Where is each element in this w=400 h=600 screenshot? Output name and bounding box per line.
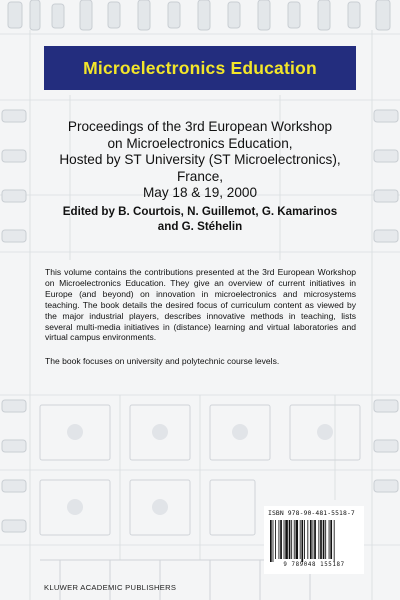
barcode-icon bbox=[269, 520, 359, 562]
editors-credit bbox=[40, 204, 360, 234]
isbn-number: ISBN 978-90-481-5518-7 bbox=[268, 509, 355, 517]
publisher-name: KLUWER ACADEMIC PUBLISHERS bbox=[44, 583, 177, 592]
proceedings-line: Proceedings of the 3rd European Workshop bbox=[67, 119, 333, 134]
proceedings-line: Hosted by ST University (ST Microelectronics), France, bbox=[59, 152, 341, 184]
proceedings-line: on Microelectronics Education, bbox=[107, 135, 293, 151]
editors-line: Edited by B. Courtois, N. Guillemot, G. Kamarinos bbox=[62, 205, 338, 218]
isbn-barcode-box bbox=[264, 506, 364, 574]
book-focus-paragraph: The book focuses on university and polytechnic course levels. bbox=[45, 356, 280, 366]
title-banner bbox=[44, 46, 356, 90]
editors-line: and G. Stéhelin bbox=[157, 220, 243, 233]
proceedings-line: May 18 & 19, 2000 bbox=[142, 185, 258, 200]
book-summary-paragraph: This volume contains the contributions presented at the 3rd European Workshop on Microelectronics Education. They give an overview of current initiatives in Europe (and beyond) on innovation in microelectronics and microsystems teaching. The book details the desired focus of curriculum content as viewed by the major industrial players, describes innovative methods in teaching, lists several multi-media initiatives in (distance) learning and virtual laboratories and virtual campus environments. bbox=[45, 267, 356, 343]
barcode-digits: 9 789048 155187 bbox=[283, 562, 345, 568]
book-title: Microelectronics Education bbox=[83, 57, 317, 78]
proceedings-subtitle bbox=[40, 119, 360, 202]
